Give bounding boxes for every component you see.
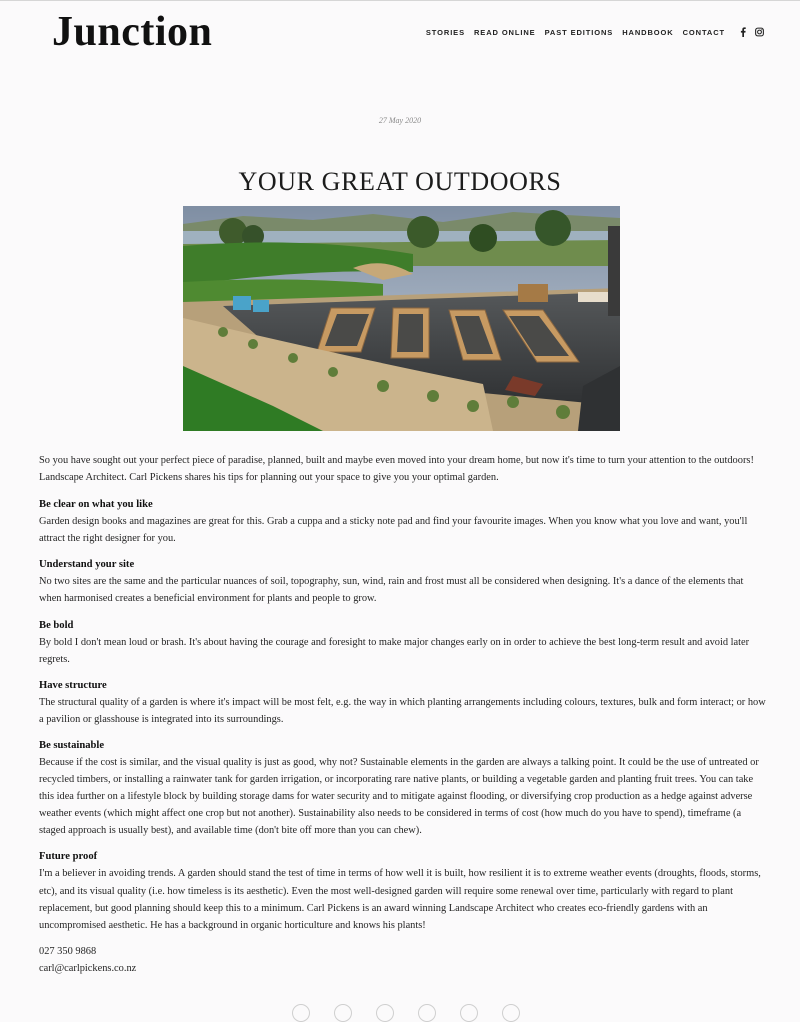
share-button[interactable] xyxy=(292,1004,310,1022)
article-intro: So you have sought out your perfect piece of paradise, planned, built and maybe even moved into your dream home, but now it's time to turn your attention to the outdoors! Landscape Architect. Carl Pickens shares his tips for planning out your space to give you your optimal garden. xyxy=(39,455,754,484)
main-nav xyxy=(426,27,764,37)
section-be-clear xyxy=(39,496,767,547)
share-button[interactable] xyxy=(334,1004,352,1022)
section-understand-site xyxy=(39,556,767,607)
section-have-structure xyxy=(39,677,767,728)
facebook-icon[interactable] xyxy=(738,27,747,37)
section-body: Garden design books and magazines are great for this. Grab a cuppa and a sticky note pad and find your favourite images. When you know what you love and want, you'll attract the right designer for you. xyxy=(39,516,748,545)
section-body: The structural quality of a garden is where it's impact will be most felt, e.g. the way in which planting arrangements including colours, textures, bulk and form interact; or how a pavilion or glasshouse is integrated into its surroundings. xyxy=(39,696,766,725)
contact-email[interactable]: carl@carlpickens.co.nz xyxy=(39,962,137,974)
nav-link-stories[interactable]: STORIES xyxy=(425,27,465,37)
article-date: 27 May 2020 xyxy=(378,116,422,125)
section-heading: Future proof xyxy=(39,851,98,863)
instagram-icon[interactable] xyxy=(755,27,764,37)
section-heading: Be clear on what you like xyxy=(39,499,153,511)
section-be-sustainable xyxy=(39,737,767,839)
hero-image xyxy=(183,206,620,431)
article-body xyxy=(39,452,767,977)
contact-phone[interactable]: 027 350 9868 xyxy=(39,945,97,957)
section-body: No two sites are the same and the particular nuances of soil, topography, sun, wind, rain and frost must all be considered when designing. It's a dance of the elements that when harmonised creates a beneficial environment for plants and people to grow. xyxy=(39,576,744,605)
section-heading: Be bold xyxy=(39,619,74,631)
section-body: By bold I don't mean loud or brash. It's about having the courage and foresight to make major changes early on in order to achieve the best long-term result and avoid later regrets. xyxy=(39,636,750,665)
section-body: Because if the cost is similar, and the visual quality is just as good, why not? Sustainable elements in the garden are always a talking point. It could be the use of untreated or recycled timbers, or installing a rainwater tank for garden irrigation, or incorporating rare native plants, or building a vegetable garden and planting fruit trees. You can take this idea further on a lifestyle block by building storage dams for water security and to mitigate against flooding, or diversifying crop production as a hedge against adverse weather events (which might affect one crop but not another). Sustainability also needs to be considered in terms of cost (how much do you have to spend), timeframe (a staged approach is usually best), and available time (don't bite off more than you can chew). xyxy=(39,756,759,837)
share-buttons-row xyxy=(292,1004,520,1022)
share-button[interactable] xyxy=(502,1004,520,1022)
section-heading: Understand your site xyxy=(39,559,135,571)
top-border xyxy=(0,0,800,1)
section-be-bold xyxy=(39,617,767,668)
share-button[interactable] xyxy=(376,1004,394,1022)
share-button[interactable] xyxy=(460,1004,478,1022)
section-body: I'm a believer in avoiding trends. A garden should stand the test of time in terms of how well it is built, how resilient it is to extreme weather events (droughts, floods, storms, etc), and its visual quality (i.e. how timeless is its aesthetic). Even the most well-designed garden will require some renewal over time, particularly with regard to plant replacement, but good planning should keep this to a minimum. Carl Pickens is an award winning Landscape Architect who creates eco-friendly gardens with an uncompromised aesthetic. He has a background in organic horticulture and knows his plants! xyxy=(39,868,761,931)
site-logo[interactable]: Junction xyxy=(52,9,213,55)
share-button[interactable] xyxy=(418,1004,436,1022)
nav-link-read-online[interactable]: READ ONLINE xyxy=(473,27,536,37)
section-future-proof xyxy=(39,848,767,933)
contact-details xyxy=(39,943,767,977)
nav-link-contact[interactable]: CONTACT xyxy=(682,27,725,37)
nav-link-past-editions[interactable]: PAST EDITIONS xyxy=(544,27,614,37)
nav-link-handbook[interactable]: HANDBOOK xyxy=(622,27,674,37)
section-heading: Have structure xyxy=(39,679,107,691)
article-title: YOUR GREAT OUTDOORS xyxy=(238,167,562,197)
section-heading: Be sustainable xyxy=(39,739,105,751)
social-links xyxy=(738,27,764,37)
